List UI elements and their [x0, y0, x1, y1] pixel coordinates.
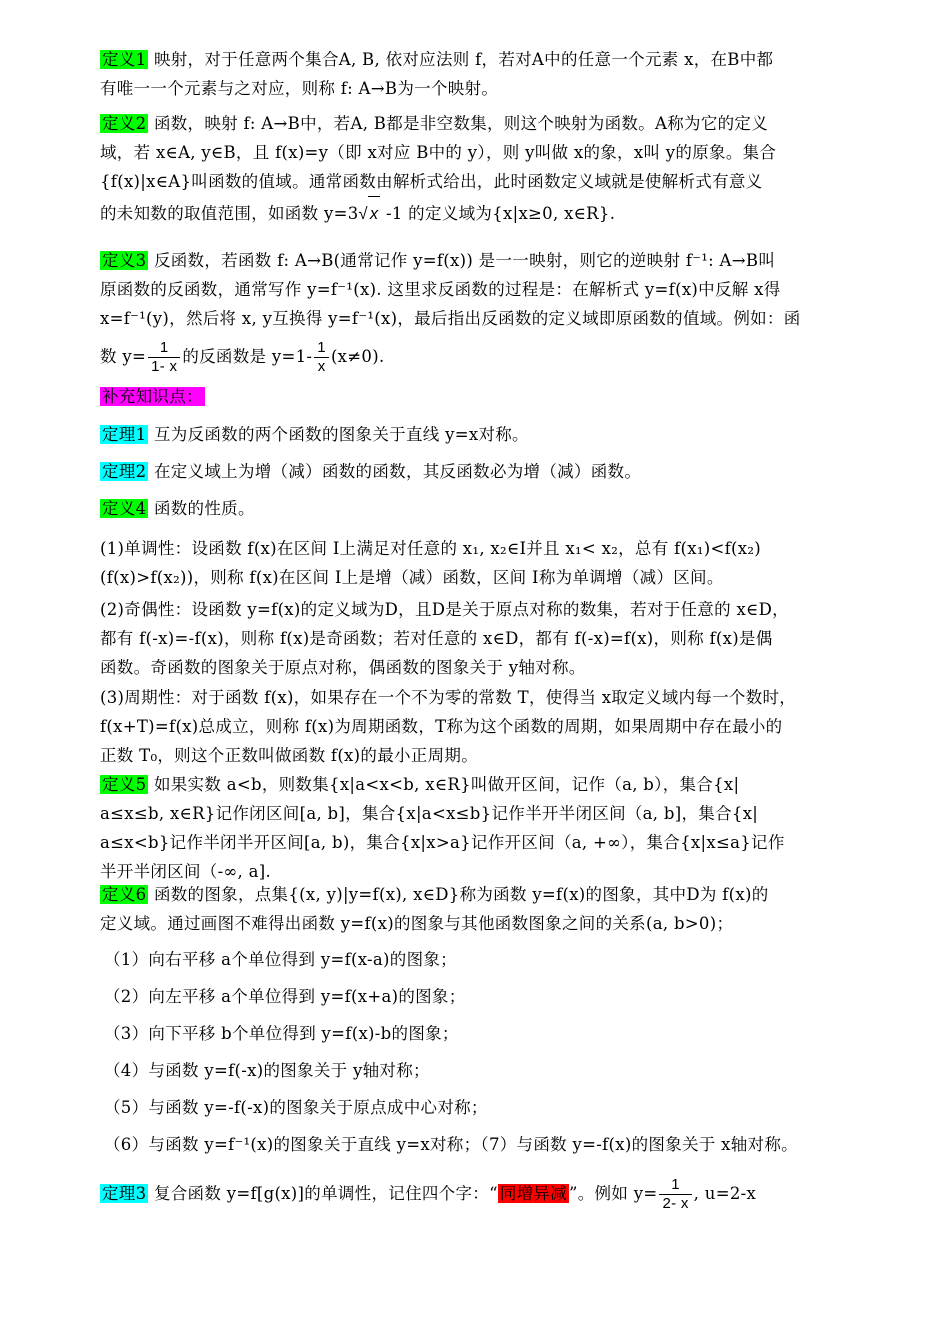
transform-item-2: （2）向左平移 a个单位得到 y=f(x+a)的图象；: [104, 987, 466, 1006]
fraction-1-over-2-minus-x: [659, 1176, 691, 1213]
definition-3: [100, 246, 852, 379]
definition-1: [100, 45, 852, 103]
definition-1-label: 定义1: [102, 50, 147, 69]
fraction-numerator: 1: [659, 1176, 691, 1195]
property-parity-line-1: (2)奇偶性：设函数 y=f(x)的定义域为D，且D是关于原点对称的数集，若对于任意的 x∈D，: [100, 600, 789, 619]
fraction-numerator: 1: [148, 339, 180, 358]
definition-2-line-2: 域，若 x∈A, y∈B，且 f(x)=y（即 x对应 B中的 y），则 y叫做 x的象，x叫 y的原象。集合: [100, 143, 777, 162]
definition-2-label: 定义2: [102, 114, 147, 133]
definition-6-line-1: 函数的图象，点集{(x, y)|y=f(x), x∈D}称为函数 y=f(x)的图象，其中D为 f(x)的: [148, 885, 769, 904]
theorem-3-text-pre: 复合函数 y=f[g(x)]的单调性，记住四个字：“: [148, 1184, 498, 1203]
definition-1-line-2: 有唯一一个元素与之对应，则称 f: A→B为一个映射。: [100, 79, 499, 98]
theorem-2: [100, 457, 852, 486]
fraction-denominator: x: [317, 358, 326, 375]
definition-3-line-4-mid: 的反函数是 y=1-: [182, 347, 313, 366]
definition-2-line-3: {f(x)|x∈A}叫函数的值域。通常函数由解析式给出，此时函数定义域就是使解析式有意义: [100, 172, 763, 191]
definition-4-text: 函数的性质。: [148, 499, 255, 518]
property-periodicity: [100, 683, 852, 770]
theorem-1-text: 互为反函数的两个函数的图象关于直线 y=x对称。: [148, 425, 529, 444]
definition-5-line-2: a≤x≤b, x∈R}记作闭区间[a, b]，集合{x|a<x≤b}记作半开半闭区间（a, b]，集合{x|: [100, 804, 759, 823]
definition-2-line-1: 函数，映射 f: A→B中，若A, B都是非空数集，则这个映射为函数。A称为它的定义: [148, 114, 769, 133]
transform-item-6-7: （6）与函数 y=f⁻¹(x)的图象关于直线 y=x对称；（7）与函数 y=-f(x)的图象关于 x轴对称。: [104, 1135, 798, 1154]
property-parity: [100, 595, 852, 682]
transform-item-4: （4）与函数 y=f(-x)的图象关于 y轴对称；: [104, 1061, 430, 1080]
property-monotonicity: [100, 534, 852, 592]
definition-2-line-4-post: -1 的定义域为{x|x≥0, x∈R}.: [380, 204, 616, 223]
property-parity-line-3: 函数。奇函数的图象关于原点对称，偶函数的图象关于 y轴对称。: [100, 658, 586, 677]
definition-5-line-3: a≤x<b}记作半闭半开区间[a, b)，集合{x|x>a}记作开区间（a, +∞），集合{x|x≤a}记作: [100, 833, 785, 852]
definition-3-label: 定义3: [102, 251, 147, 270]
transform-item-3: （3）向下平移 b个单位得到 y=f(x)-b的图象；: [104, 1024, 459, 1043]
theorem-3-highlight: 同增异减: [499, 1184, 568, 1203]
transform-item-1: （1）向右平移 a个单位得到 y=f(x-a)的图象；: [104, 950, 457, 969]
definition-2-line-4-pre: 的未知数的取值范围，如函数 y=3: [100, 204, 359, 223]
transform-item-5: （5）与函数 y=-f(-x)的图象关于原点成中心对称；: [104, 1098, 488, 1117]
property-monotonicity-line-2: (f(x)>f(x₂))，则称 f(x)在区间 I上是增（减）函数，区间 I称为单调增（减）区间。: [100, 568, 724, 587]
definition-3-line-3: x=f⁻¹(y)，然后将 x, y互换得 y=f⁻¹(x)，最后指出反函数的定义域即原函数的值域。例如：函: [100, 309, 801, 328]
theorem-1: [100, 420, 852, 449]
definition-6: [100, 880, 852, 938]
fraction-denominator: 2- x: [662, 1195, 689, 1212]
property-monotonicity-line-1: (1)单调性：设函数 f(x)在区间 I上满足对任意的 x₁, x₂∈I并且 x₁< x₂，总有 f(x₁)<f(x₂): [100, 539, 761, 558]
fraction-denominator: 1- x: [151, 358, 178, 375]
sqrt-sign: √: [358, 205, 368, 223]
supplement-heading: [100, 382, 852, 411]
definition-3-line-1: 反函数，若函数 f: A→B(通常记作 y=f(x)) 是一一映射，则它的逆映射 f⁻¹: A→B叫: [148, 251, 776, 270]
property-periodicity-line-3: 正数 T₀，则这个正数叫做函数 f(x)的最小正周期。: [100, 746, 478, 765]
sqrt-body: x: [368, 196, 381, 231]
theorem-3-text-mid: ”。例如 y=: [569, 1184, 658, 1203]
theorem-3: [100, 1172, 852, 1216]
definition-5-line-1: 如果实数 a<b，则数集{x|a<x<b, x∈R}叫做开区间，记作（a, b），集合{x|: [148, 775, 740, 794]
definition-3-line-2: 原函数的反函数，通常写作 y=f⁻¹(x). 这里求反函数的过程是：在解析式 y=f(x)中反解 x得: [100, 280, 781, 299]
theorem-2-text: 在定义域上为增（减）函数的函数，其反函数必为增（减）函数。: [148, 462, 642, 481]
theorem-1-label: 定理1: [102, 425, 147, 444]
fraction-1-over-1-minus-x: [148, 339, 180, 376]
theorem-3-label: 定理3: [102, 1184, 147, 1203]
definition-4: [100, 494, 852, 523]
fraction-numerator: 1: [314, 339, 329, 358]
supplement-label: 补充知识点：: [102, 387, 203, 406]
definition-5-label: 定义5: [102, 775, 147, 794]
fraction-1-over-x: [314, 339, 329, 376]
definition-2: [100, 109, 852, 230]
property-parity-line-2: 都有 f(-x)=-f(x)，则称 f(x)是奇函数；若对任意的 x∈D，都有 f(-x)=f(x)，则称 f(x)是偶: [100, 629, 773, 648]
definition-5-line-4: 半开半闭区间（-∞, a].: [100, 862, 272, 881]
property-periodicity-line-2: f(x+T)=f(x)总成立，则称 f(x)为周期函数，T称为这个函数的周期，如果周期中存在最小的: [100, 717, 783, 736]
definition-6-label: 定义6: [102, 885, 147, 904]
theorem-3-text-post: , u=2-x: [693, 1184, 757, 1203]
definition-1-line-1: 映射，对于任意两个集合A, B, 依对应法则 f，若对A中的任意一个元素 x，在B中都: [148, 50, 774, 69]
definition-6-line-2: 定义域。通过画图不难得出函数 y=f(x)的图象与其他函数图象之间的关系(a, b>0)；: [100, 914, 734, 933]
property-periodicity-line-1: (3)周期性：对于函数 f(x)，如果存在一个不为零的常数 T，使得当 x取定义域内每一个数时，: [100, 688, 797, 707]
theorem-2-label: 定理2: [102, 462, 147, 481]
definition-4-label: 定义4: [102, 499, 147, 518]
definition-3-line-4-pre: 数 y=: [100, 347, 147, 366]
definition-5: [100, 770, 852, 886]
definition-3-line-4-post: (x≠0).: [330, 347, 385, 366]
